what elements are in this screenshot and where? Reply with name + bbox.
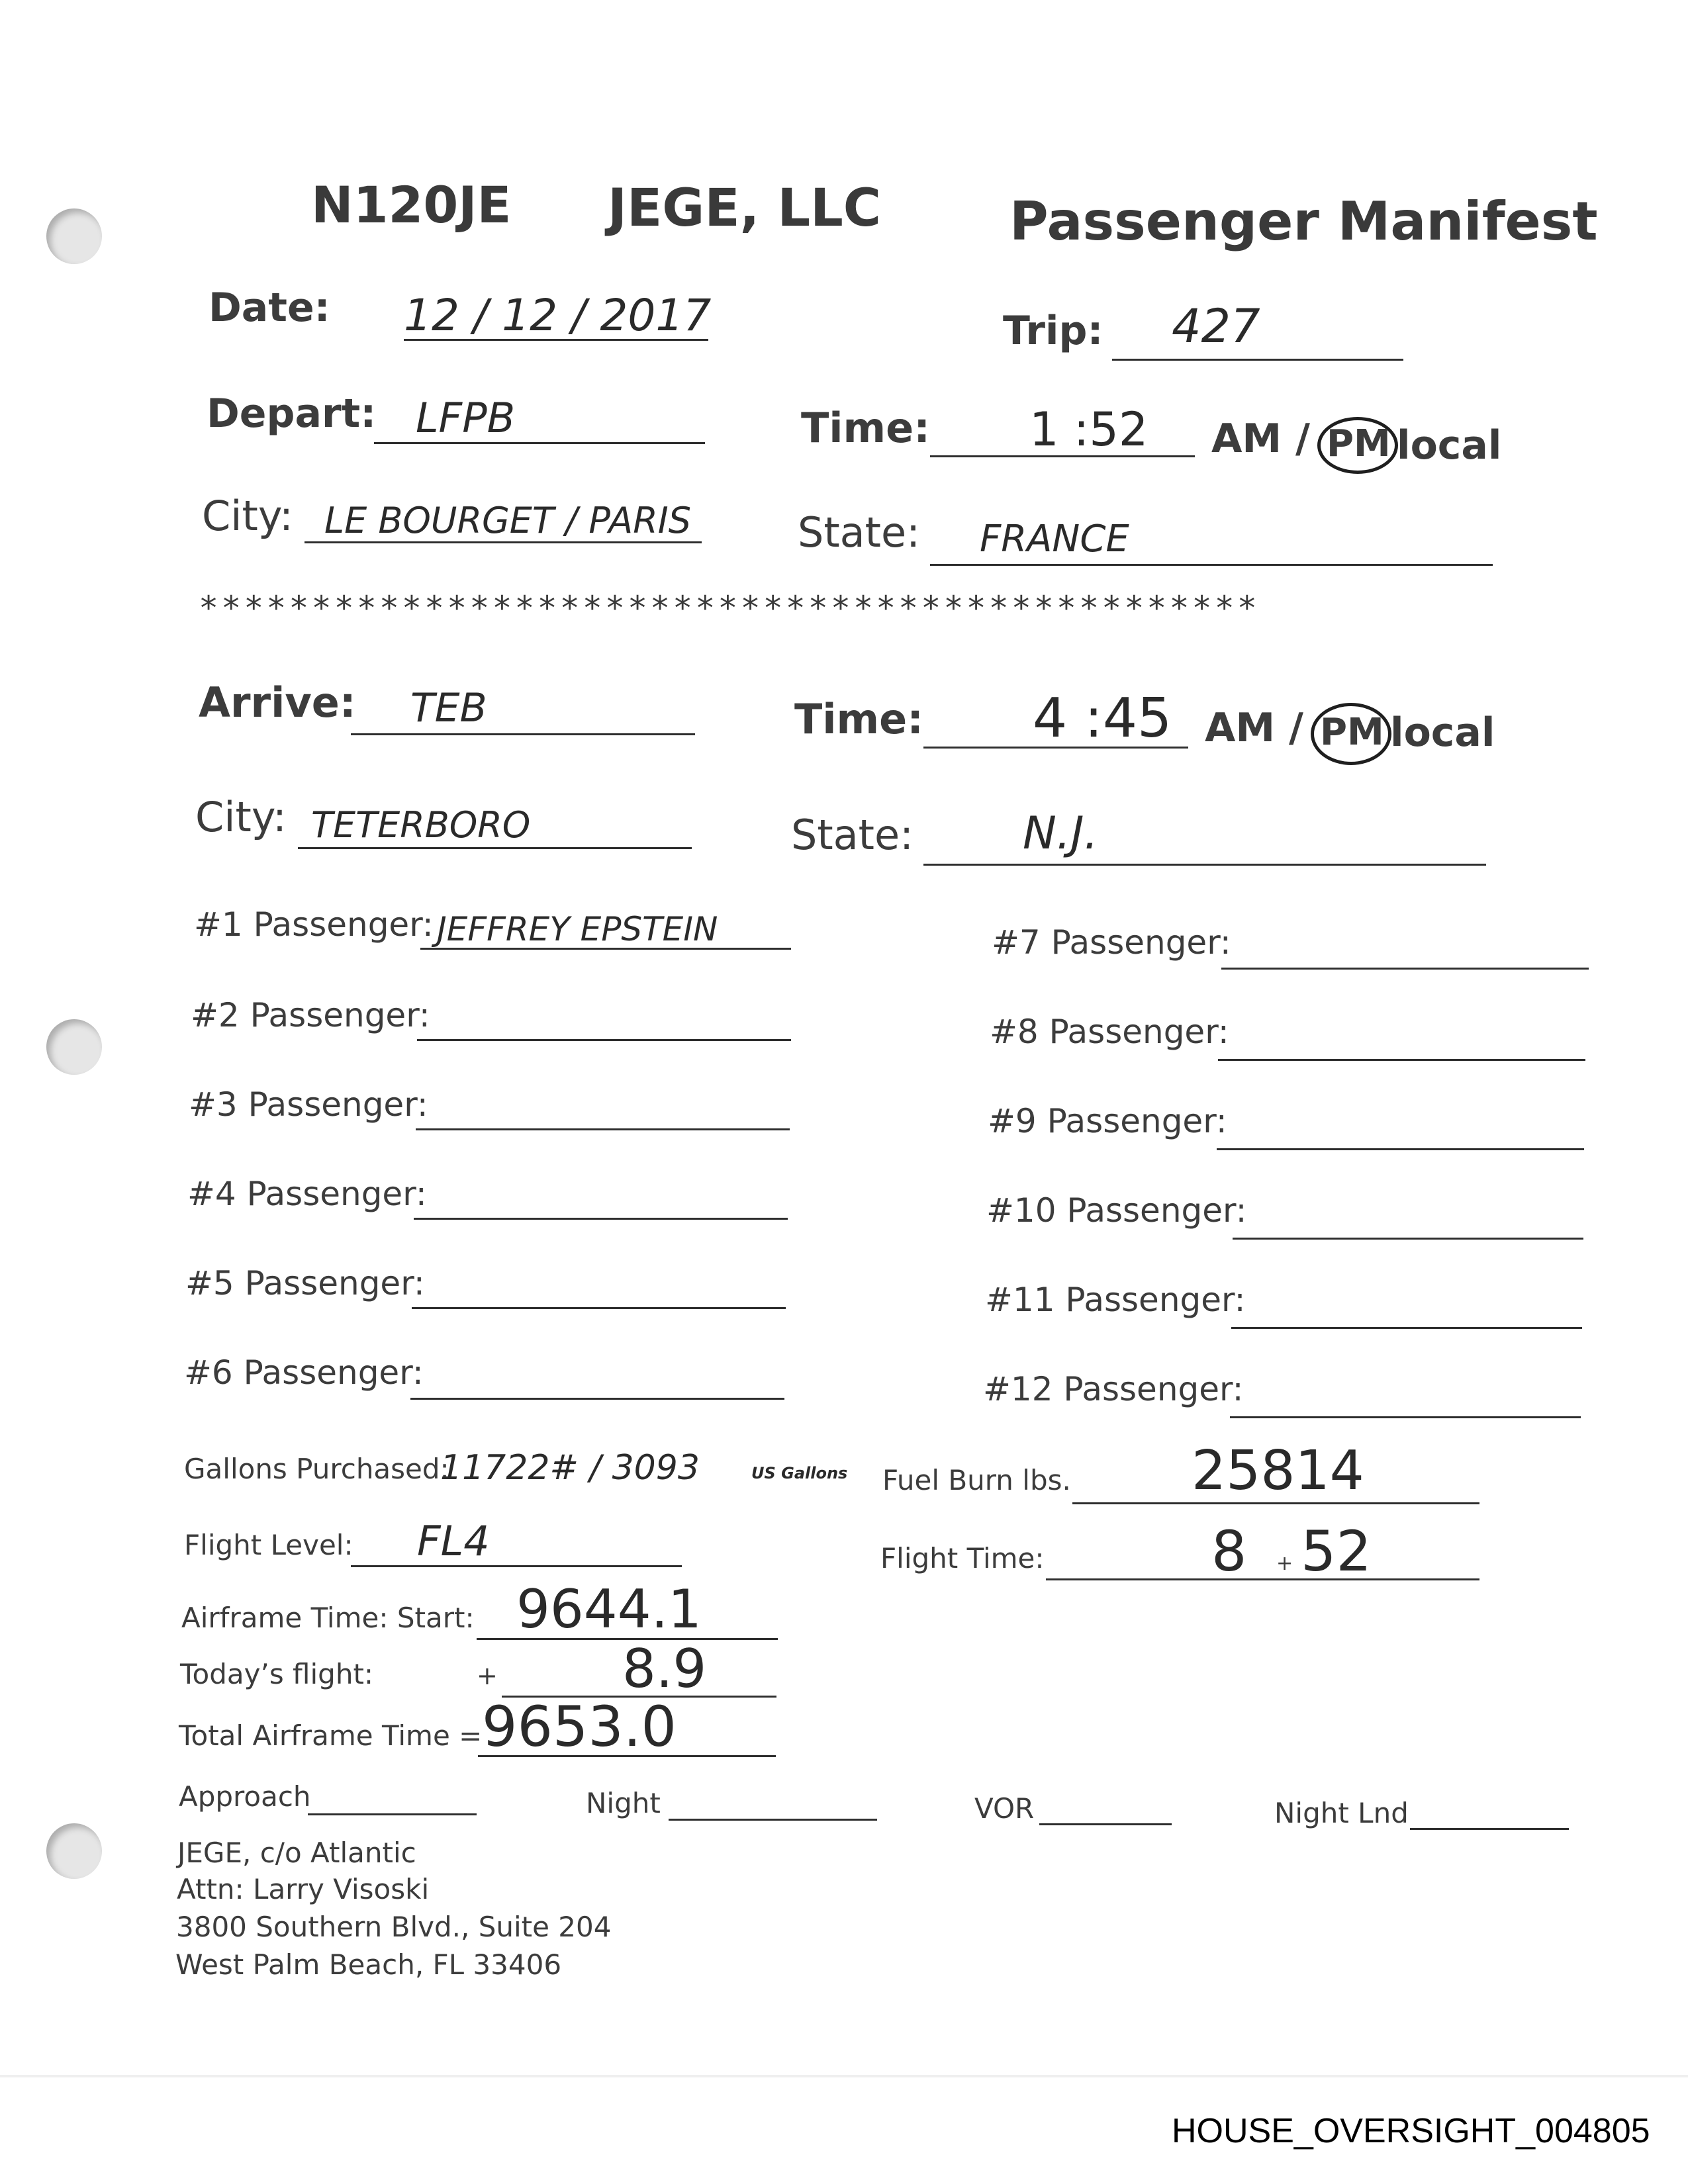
passenger-7-label: #7 Passenger: bbox=[992, 923, 1231, 962]
flight-time-hours[interactable]: 8 bbox=[1211, 1519, 1247, 1584]
date-label: Date: bbox=[209, 285, 330, 331]
passenger-3-label: #3 Passenger: bbox=[189, 1085, 428, 1124]
passenger-8-underline bbox=[1218, 1059, 1585, 1061]
night-lnd-underline bbox=[1410, 1828, 1569, 1830]
arrive-underline bbox=[351, 733, 695, 735]
night-lnd-label: Night Lnd bbox=[1274, 1797, 1409, 1829]
arrive-am-label: AM / bbox=[1205, 705, 1303, 751]
flight-time-plus: + bbox=[1276, 1552, 1293, 1575]
depart-am-label: AM / bbox=[1211, 416, 1310, 462]
passenger-10-label: #10 Passenger: bbox=[986, 1191, 1247, 1230]
passenger-1-underline bbox=[420, 948, 791, 950]
trip-value[interactable]: 427 bbox=[1172, 299, 1260, 353]
arrive-city-underline bbox=[298, 847, 692, 849]
vor-label: VOR bbox=[974, 1792, 1035, 1825]
approach-underline bbox=[308, 1813, 477, 1815]
page-bottom-edge bbox=[0, 2075, 1688, 2077]
total-airframe-underline bbox=[478, 1755, 776, 1757]
punch-hole-middle bbox=[46, 1019, 102, 1075]
punch-hole-top bbox=[46, 208, 102, 264]
arrive-time-label: Time: bbox=[794, 695, 923, 743]
depart-time-value[interactable]: 1 :52 bbox=[1029, 402, 1149, 457]
airframe-start-value[interactable]: 9644.1 bbox=[516, 1578, 702, 1640]
depart-state-label: State: bbox=[798, 508, 921, 557]
flight-time-minutes[interactable]: 52 bbox=[1301, 1519, 1372, 1584]
document-id: HOUSE_OVERSIGHT_004805 bbox=[1172, 2112, 1650, 2150]
passenger-1-name[interactable]: JEFFREY EPSTEIN bbox=[437, 910, 718, 948]
form-title: Passenger Manifest bbox=[1009, 191, 1598, 252]
trip-label: Trip: bbox=[1003, 308, 1103, 354]
depart-city-value[interactable]: LE BOURGET / PARIS bbox=[324, 500, 691, 541]
arrive-state-underline bbox=[923, 864, 1486, 866]
passenger-4-label: #4 Passenger: bbox=[187, 1175, 427, 1213]
depart-pm-label: PM bbox=[1327, 422, 1391, 465]
todays-flight-value[interactable]: 8.9 bbox=[622, 1638, 707, 1700]
address-line-3: 3800 Southern Blvd., Suite 204 bbox=[176, 1911, 612, 1943]
arrive-state-value[interactable]: N.J. bbox=[1023, 807, 1099, 860]
fuel-burn-label: Fuel Burn lbs. bbox=[882, 1464, 1071, 1496]
flight-level-underline bbox=[351, 1565, 682, 1567]
approach-label: Approach bbox=[179, 1780, 311, 1813]
depart-city-label: City: bbox=[202, 492, 293, 540]
night-underline bbox=[669, 1819, 877, 1821]
todays-flight-plus: + bbox=[477, 1661, 498, 1690]
address-line-1: JEGE, c/o Atlantic bbox=[177, 1837, 416, 1869]
depart-underline bbox=[374, 442, 705, 444]
fuel-burn-underline bbox=[1072, 1502, 1479, 1504]
arrive-local-label: local bbox=[1390, 709, 1495, 756]
depart-time-underline bbox=[930, 455, 1195, 457]
airframe-start-label: Airframe Time: Start: bbox=[181, 1602, 475, 1634]
passenger-10-underline bbox=[1233, 1238, 1583, 1240]
passenger-3-underline bbox=[416, 1128, 790, 1130]
flight-time-underline bbox=[1046, 1578, 1479, 1580]
night-label: Night bbox=[586, 1787, 661, 1819]
arrive-code-value[interactable]: TEB bbox=[410, 685, 487, 731]
passenger-9-underline bbox=[1217, 1148, 1584, 1150]
depart-state-underline bbox=[930, 564, 1493, 566]
passenger-5-underline bbox=[412, 1307, 786, 1309]
address-line-4: West Palm Beach, FL 33406 bbox=[175, 1948, 562, 1981]
depart-city-underline bbox=[305, 541, 702, 543]
company-name: JEGE, LLC bbox=[608, 179, 882, 238]
trip-underline bbox=[1112, 359, 1403, 361]
arrive-time-value[interactable]: 4 :45 bbox=[1033, 687, 1172, 750]
date-underline bbox=[404, 339, 708, 341]
flight-level-value[interactable]: FL4 bbox=[417, 1517, 490, 1565]
passenger-12-label: #12 Passenger: bbox=[983, 1370, 1244, 1408]
passenger-9-label: #9 Passenger: bbox=[988, 1102, 1227, 1140]
passenger-2-label: #2 Passenger: bbox=[191, 996, 430, 1034]
arrive-time-underline bbox=[923, 747, 1188, 749]
total-airframe-label: Total Airframe Time = bbox=[179, 1719, 483, 1752]
arrive-pm-label: PM bbox=[1320, 711, 1384, 754]
passenger-6-label: #6 Passenger: bbox=[184, 1353, 424, 1392]
arrive-city-value[interactable]: TETERBORO bbox=[311, 804, 531, 846]
passenger-11-label: #11 Passenger: bbox=[985, 1281, 1246, 1319]
fuel-burn-value[interactable]: 25814 bbox=[1192, 1439, 1364, 1502]
total-airframe-value[interactable]: 9653.0 bbox=[482, 1694, 677, 1759]
vor-underline bbox=[1039, 1823, 1172, 1825]
date-value[interactable]: 12 / 12 / 2017 bbox=[404, 290, 712, 341]
depart-state-value[interactable]: FRANCE bbox=[980, 518, 1129, 561]
arrive-label: Arrive: bbox=[199, 678, 356, 727]
depart-label: Depart: bbox=[207, 390, 377, 437]
arrive-city-label: City: bbox=[195, 793, 287, 841]
arrive-state-label: State: bbox=[791, 811, 914, 859]
passenger-7-underline bbox=[1221, 968, 1589, 970]
passenger-4-underline bbox=[414, 1218, 788, 1220]
passenger-8-label: #8 Passenger: bbox=[990, 1013, 1229, 1051]
passenger-12-underline bbox=[1230, 1416, 1581, 1418]
todays-flight-label: Today’s flight: bbox=[180, 1658, 374, 1690]
punch-hole-bottom bbox=[46, 1823, 102, 1879]
passenger-5-label: #5 Passenger: bbox=[185, 1264, 425, 1302]
tail-number: N120JE bbox=[311, 175, 512, 234]
passenger-2-underline bbox=[417, 1039, 791, 1041]
passenger-6-underline bbox=[410, 1398, 784, 1400]
flight-time-label: Flight Time: bbox=[880, 1542, 1045, 1574]
flight-level-label: Flight Level: bbox=[184, 1529, 353, 1561]
passenger-11-underline bbox=[1231, 1327, 1582, 1329]
depart-time-label: Time: bbox=[801, 404, 930, 452]
gallons-value[interactable]: 11722# / 3093 bbox=[440, 1448, 700, 1488]
depart-local-label: local bbox=[1397, 422, 1502, 469]
depart-code-value[interactable]: LFPB bbox=[416, 394, 516, 442]
gallons-unit[interactable]: US Gallons bbox=[751, 1464, 848, 1482]
address-line-2: Attn: Larry Visoski bbox=[177, 1873, 430, 1905]
gallons-label: Gallons Purchased: bbox=[184, 1453, 449, 1485]
separator-asterisks: *********************************************** bbox=[199, 589, 1260, 627]
passenger-1-label: #1 Passenger: bbox=[194, 905, 434, 944]
